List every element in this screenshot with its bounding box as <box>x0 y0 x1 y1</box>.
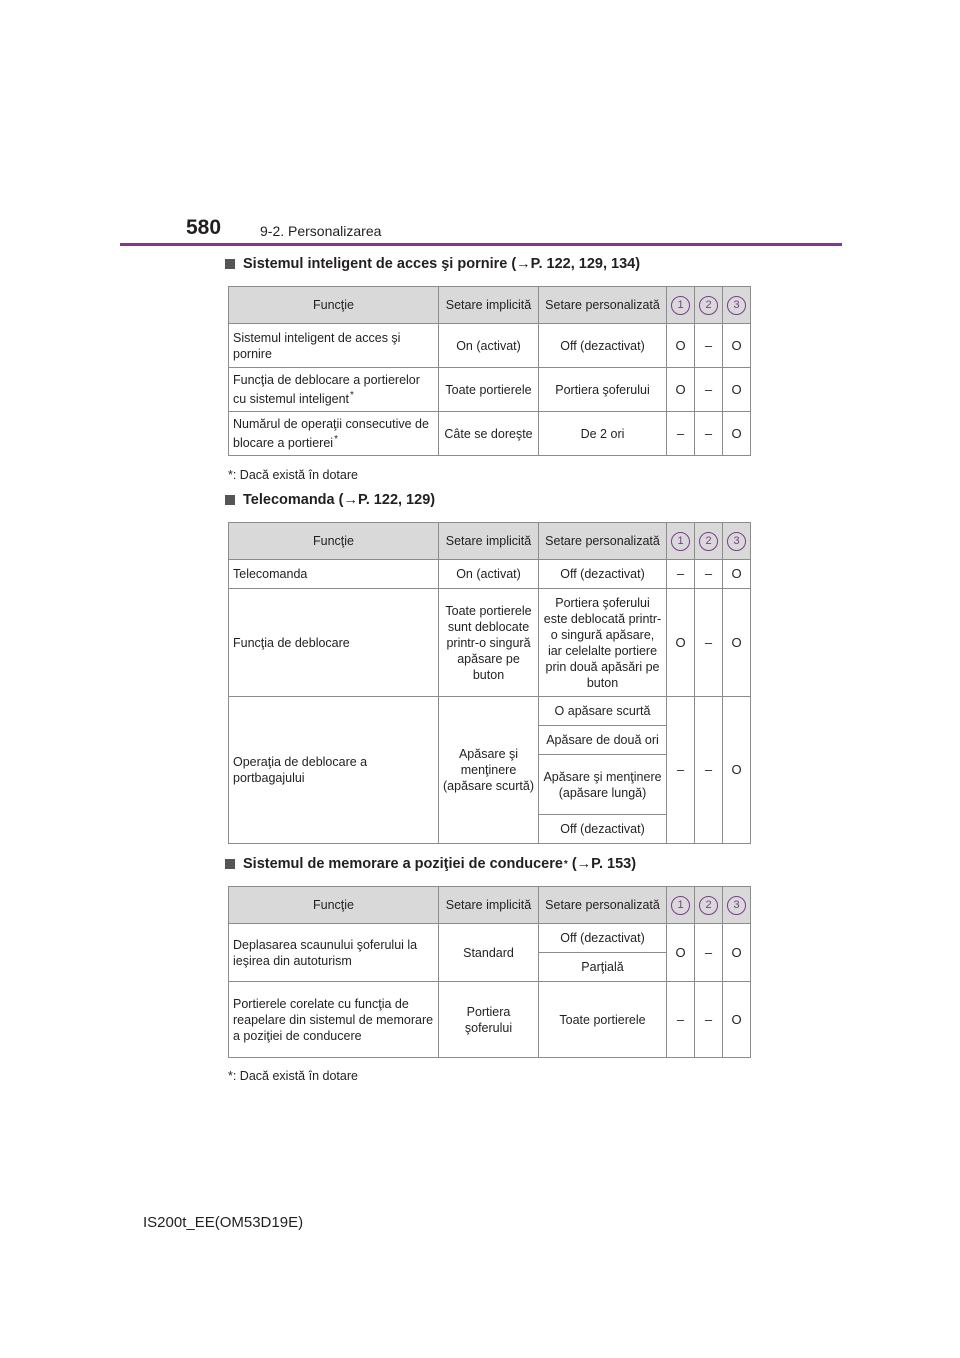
table-row: Telecomanda On (activat) Off (dezactivat) – – O <box>229 560 751 589</box>
table-smart-access <box>228 286 751 456</box>
table-row: Apăsare şi menţinere (apăsare lungă) <box>229 755 751 815</box>
circled-number-1-icon: 1 <box>671 532 690 551</box>
col-header-3 <box>723 887 751 924</box>
col-header-default: Setare implicită <box>439 887 539 924</box>
section-title-remote: Telecomanda (→P. 122, 129) <box>225 492 435 508</box>
chapter-title: 9-2. Personalizarea <box>260 223 382 239</box>
table-row: Sistemul inteligent de acces şi pornire On (activat) Off (dezactivat) O – O <box>229 324 751 368</box>
square-bullet-icon <box>225 259 235 269</box>
section-title-driving-position-memory: Sistemul de memorare a poziţiei de conducere * (→P. 153) <box>225 856 636 872</box>
col-header-custom: Setare personalizată <box>539 887 667 924</box>
col-header-function: Funcţie <box>229 523 439 560</box>
square-bullet-icon <box>225 859 235 869</box>
table-driving-position-memory <box>228 886 751 1058</box>
square-bullet-icon <box>225 495 235 505</box>
footnote-asterisk: * <box>563 858 568 870</box>
col-header-custom: Setare personalizată <box>539 523 667 560</box>
col-header-3 <box>723 287 751 324</box>
table-header-row <box>229 887 751 924</box>
circled-number-1-icon: 1 <box>671 296 690 315</box>
circled-number-3-icon: 3 <box>727 296 746 315</box>
circled-number-3-icon: 3 <box>727 532 746 551</box>
col-header-function: Funcţie <box>229 287 439 324</box>
page-header <box>186 214 846 246</box>
table-row: Funcţia de deblocare a portierelor cu sistemul inteligent* Toate portierele Portiera şoferului O – O <box>229 368 751 412</box>
table-row: Deplasarea scaunului şoferului la ieşirea din autoturism Standard Off (dezactivat) O – O <box>229 924 751 953</box>
table-row: Parţială <box>229 953 751 982</box>
footnote-asterisk: * <box>350 389 354 401</box>
col-header-2 <box>695 887 723 924</box>
col-header-1 <box>667 887 695 924</box>
table-row: Funcţia de deblocare Toate portierele sunt deblocate printr-o singură apăsare pe buton Portiera şoferului este deblocată printr-o singură apăsare, iar celelalte portiere prin două apăsări pe buton O – O <box>229 589 751 697</box>
table-row: Operaţia de deblocare a portbagajului Apăsare şi menţinere (apăsare scurtă) O apăsare scurtă – – O <box>229 697 751 726</box>
col-header-1 <box>667 287 695 324</box>
circled-number-3-icon: 3 <box>727 896 746 915</box>
table-remote <box>228 522 751 844</box>
col-header-3 <box>723 523 751 560</box>
col-header-1 <box>667 523 695 560</box>
table-header-row <box>229 523 751 560</box>
footnote-asterisk: * <box>334 433 338 445</box>
table-header-row <box>229 287 751 324</box>
col-header-default: Setare implicită <box>439 523 539 560</box>
table-row: Off (dezactivat) <box>229 815 751 844</box>
circled-number-2-icon: 2 <box>699 896 718 915</box>
header-rule <box>120 243 842 246</box>
table-row: Portierele corelate cu funcţia de reapelare din sistemul de memorare a poziţiei de conducere Portiera şoferului Toate portierele – – O <box>229 982 751 1058</box>
footnote: *: Dacă există în dotare <box>228 468 358 482</box>
circled-number-2-icon: 2 <box>699 296 718 315</box>
document-code: IS200t_EE(OM53D19E) <box>143 1214 304 1231</box>
table-row: Numărul de operaţii consecutive de blocare a portierei* Câte se doreşte De 2 ori – – O <box>229 412 751 456</box>
section-title-smart-access: Sistemul inteligent de acces şi pornire (→P. 122, 129, 134) <box>225 256 640 272</box>
circled-number-1-icon: 1 <box>671 896 690 915</box>
col-header-default: Setare implicită <box>439 287 539 324</box>
col-header-2 <box>695 523 723 560</box>
table-row: Apăsare de două ori <box>229 726 751 755</box>
col-header-function: Funcţie <box>229 887 439 924</box>
col-header-2 <box>695 287 723 324</box>
page-number: 580 <box>186 216 222 239</box>
footnote: *: Dacă există în dotare <box>228 1069 358 1083</box>
col-header-custom: Setare personalizată <box>539 287 667 324</box>
circled-number-2-icon: 2 <box>699 532 718 551</box>
